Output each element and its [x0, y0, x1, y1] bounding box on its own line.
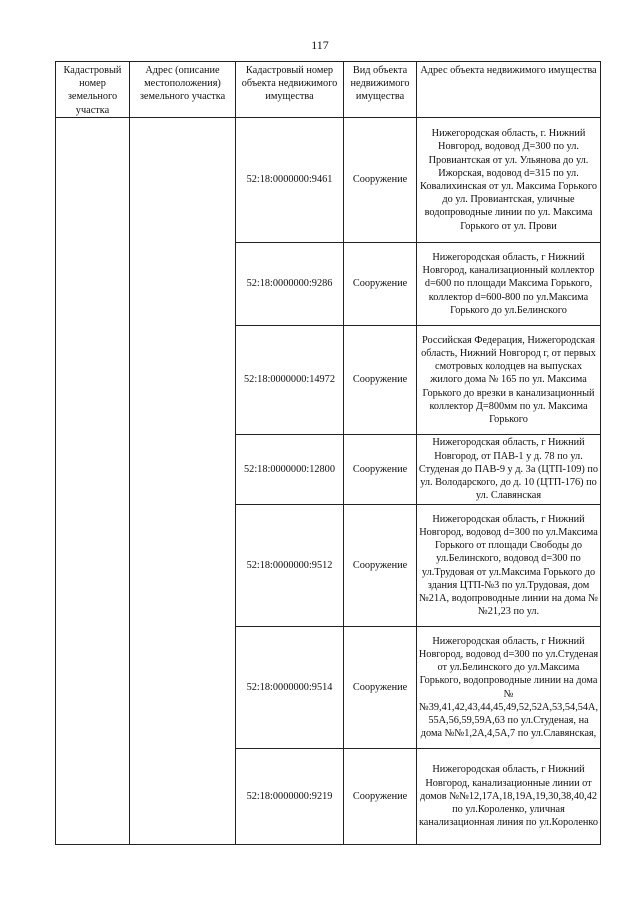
object-address: Нижегородская область, г Нижний Новгород, канализационные линии от домов №№12,17А,18,19А,19,30,38,40,42 по ул.Короленко, уличная канализационная линия по ул.Короленко — [417, 749, 601, 845]
object-type: Сооружение — [344, 627, 417, 749]
object-type: Сооружение — [344, 243, 417, 326]
object-cadastral-number: 52:18:0000000:14972 — [236, 326, 344, 435]
object-type: Сооружение — [344, 505, 417, 627]
land-address-cell — [130, 118, 236, 845]
header-row — [56, 62, 601, 118]
object-address: Российская Федерация, Нижегородская область, Нижний Новгород г, от первых смотровых колодцев на выпусках жилого дома № 165 по ул. Максима Горького до врезки в канализационный коллектор Д=800мм по ул. Максима Горького — [417, 326, 601, 435]
land-cadastral-number-cell — [56, 118, 130, 845]
object-cadastral-number: 52:18:0000000:9461 — [236, 118, 344, 243]
property-table — [55, 61, 601, 845]
header-land-cadastral-number: Кадастровый номер земельного участка — [56, 62, 130, 118]
object-cadastral-number: 52:18:0000000:9219 — [236, 749, 344, 845]
object-type: Сооружение — [344, 118, 417, 243]
object-cadastral-number: 52:18:0000000:9514 — [236, 627, 344, 749]
object-type: Сооружение — [344, 326, 417, 435]
header-object-address: Адрес объекта недвижимого имущества — [417, 62, 601, 118]
header-object-type: Вид объекта недвижимого имущества — [344, 62, 417, 118]
table-row — [56, 118, 601, 243]
object-address: Нижегородская область, г. Нижний Новгород, водовод Д=300 по ул. Провиантская от ул. Ульянова до ул. Ижорская, водовод d=315 по ул. Ковалихинская от ул. Максима Горького до ул. Провиантская, уличные водопроводные линии по ул. Максима Горького от ул. Прови — [417, 118, 601, 243]
object-cadastral-number: 52:18:0000000:9286 — [236, 243, 344, 326]
object-type: Сооружение — [344, 749, 417, 845]
object-type: Сооружение — [344, 435, 417, 505]
object-address: Нижегородская область, г Нижний Новгород, от ПАВ-1 у д. 78 по ул. Студеная до ПАВ-9 у д. 3а (ЦТП-109) по ул. Володарского, до д. 10 (ЦТП-176) по ул. Славянская — [417, 435, 601, 505]
header-object-cadastral-number: Кадастровый номер объекта недвижимого имущества — [236, 62, 344, 118]
object-address: Нижегородская область, г Нижний Новгород, канализационный коллектор d=600 по площади Максима Горького, коллектор d=600-800 по ул.Максима Горького до ул.Белинского — [417, 243, 601, 326]
header-land-address: Адрес (описание местоположения) земельного участка — [130, 62, 236, 118]
page-number: 117 — [311, 38, 329, 52]
object-address: Нижегородская область, г Нижний Новгород, водовод d=300 по ул.Студеная от ул.Белинского до ул.Максима Горького, водопроводные линии на дома №№39,41,42,43,44,45,49,52,52А,53,54,54А,55А,56,59,59А,63 по ул.Студеная, на дома №№1,2А,4,5А,7 по ул.Славянская, — [417, 627, 601, 749]
object-cadastral-number: 52:18:0000000:12800 — [236, 435, 344, 505]
object-address: Нижегородская область, г Нижний Новгород, водовод d=300 по ул.Максима Горького от площади Свободы до ул.Белинского, водовод d=300 по ул.Трудовая от ул.Максима Горького до здания ЦТП-№3 по ул.Трудовая, дом №21А, водопроводные линии на дома №№21,23 по ул. — [417, 505, 601, 627]
object-cadastral-number: 52:18:0000000:9512 — [236, 505, 344, 627]
